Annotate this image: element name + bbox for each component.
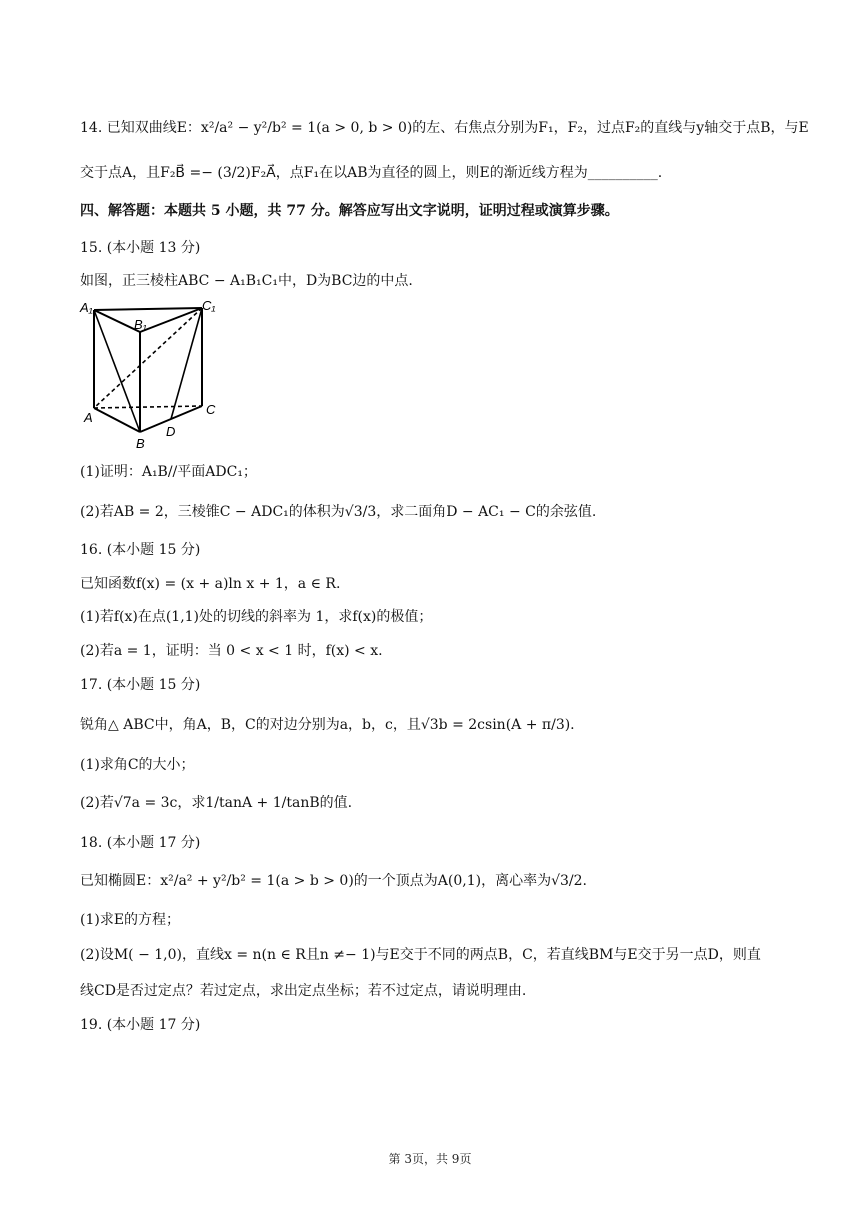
- label-A: A: [84, 410, 93, 425]
- q15-stem: 如图，正三棱柱ABC − A₁B₁C₁中，D为BC边的中点.: [80, 273, 413, 289]
- q19-header: 19. (本小题 17 分): [80, 1017, 201, 1033]
- q17-part-1: (1)求角C的大小；: [80, 757, 195, 773]
- q18-part-2-line-2: 线CD是否过定点？若过定点，求出定点坐标；若不过定点，请说明理由.: [80, 983, 527, 999]
- prism-figure: [78, 296, 228, 456]
- label-A1: A₁: [80, 300, 93, 315]
- label-C1: C₁: [202, 298, 216, 313]
- q18-header: 18. (本小题 17 分): [80, 835, 201, 851]
- q17-header: 17. (本小题 15 分): [80, 677, 201, 693]
- section-heading: 四、解答题：本题共 5 小题，共 77 分。解答应写出文字说明，证明过程或演算步骤。: [80, 203, 619, 219]
- q16-header: 16. (本小题 15 分): [80, 542, 201, 558]
- q16-part-2: (2)若a = 1，证明：当 0 < x < 1 时，f(x) < x.: [80, 643, 383, 659]
- label-B: B: [136, 436, 145, 451]
- q17-part-2: (2)若√7a = 3c，求1/tanA + 1/tanB的值.: [80, 795, 353, 811]
- q18-part-2-line-1: (2)设M( − 1,0)，直线x = n(n ∈ R且n ≠− 1)与E交于不同的两点B，C，若直线BM与E交于另一点D，则直: [80, 947, 761, 963]
- q15-part-2: (2)若AB = 2，三棱锥C − ADC₁的体积为√3/3，求二面角D − AC₁ − C的余弦值.: [80, 504, 597, 520]
- q14-line-1: 14. 已知双曲线E：x²/a² − y²/b² = 1(a > 0, b > 0)的左、右焦点分别为F₁，F₂，过点F₂的直线与y轴交于点B，与E: [80, 120, 809, 136]
- q15-header: 15. (本小题 13 分): [80, 240, 201, 256]
- q18-part-1: (1)求E的方程；: [80, 912, 181, 928]
- q15-part-1: (1)证明：A₁B//平面ADC₁；: [80, 464, 257, 480]
- q18-stem: 已知椭圆E：x²/a² + y²/b² = 1(a > b > 0)的一个顶点为A(0,1)，离心率为√3/2.: [80, 873, 587, 889]
- label-C: C: [206, 402, 216, 417]
- q16-stem: 已知函数f(x) = (x + a)ln x + 1，a ∈ R.: [80, 576, 341, 592]
- q17-stem: 锐角△ ABC中，角A，B，C的对边分别为a，b，c，且√3b = 2csin(A + π/3).: [80, 717, 575, 733]
- label-D: D: [166, 424, 176, 439]
- q14-line-2: 交于点A，且F₂B⃗ =− (3/2)F₂A⃗，点F₁在以AB为直径的圆上，则E的渐近线方程为__________.: [80, 165, 663, 181]
- q16-part-1: (1)若f(x)在点(1,1)处的切线的斜率为 1，求f(x)的极值；: [80, 609, 433, 625]
- label-B1: B₁: [134, 317, 147, 332]
- page-footer: 第 3页，共 9页: [388, 1152, 472, 1166]
